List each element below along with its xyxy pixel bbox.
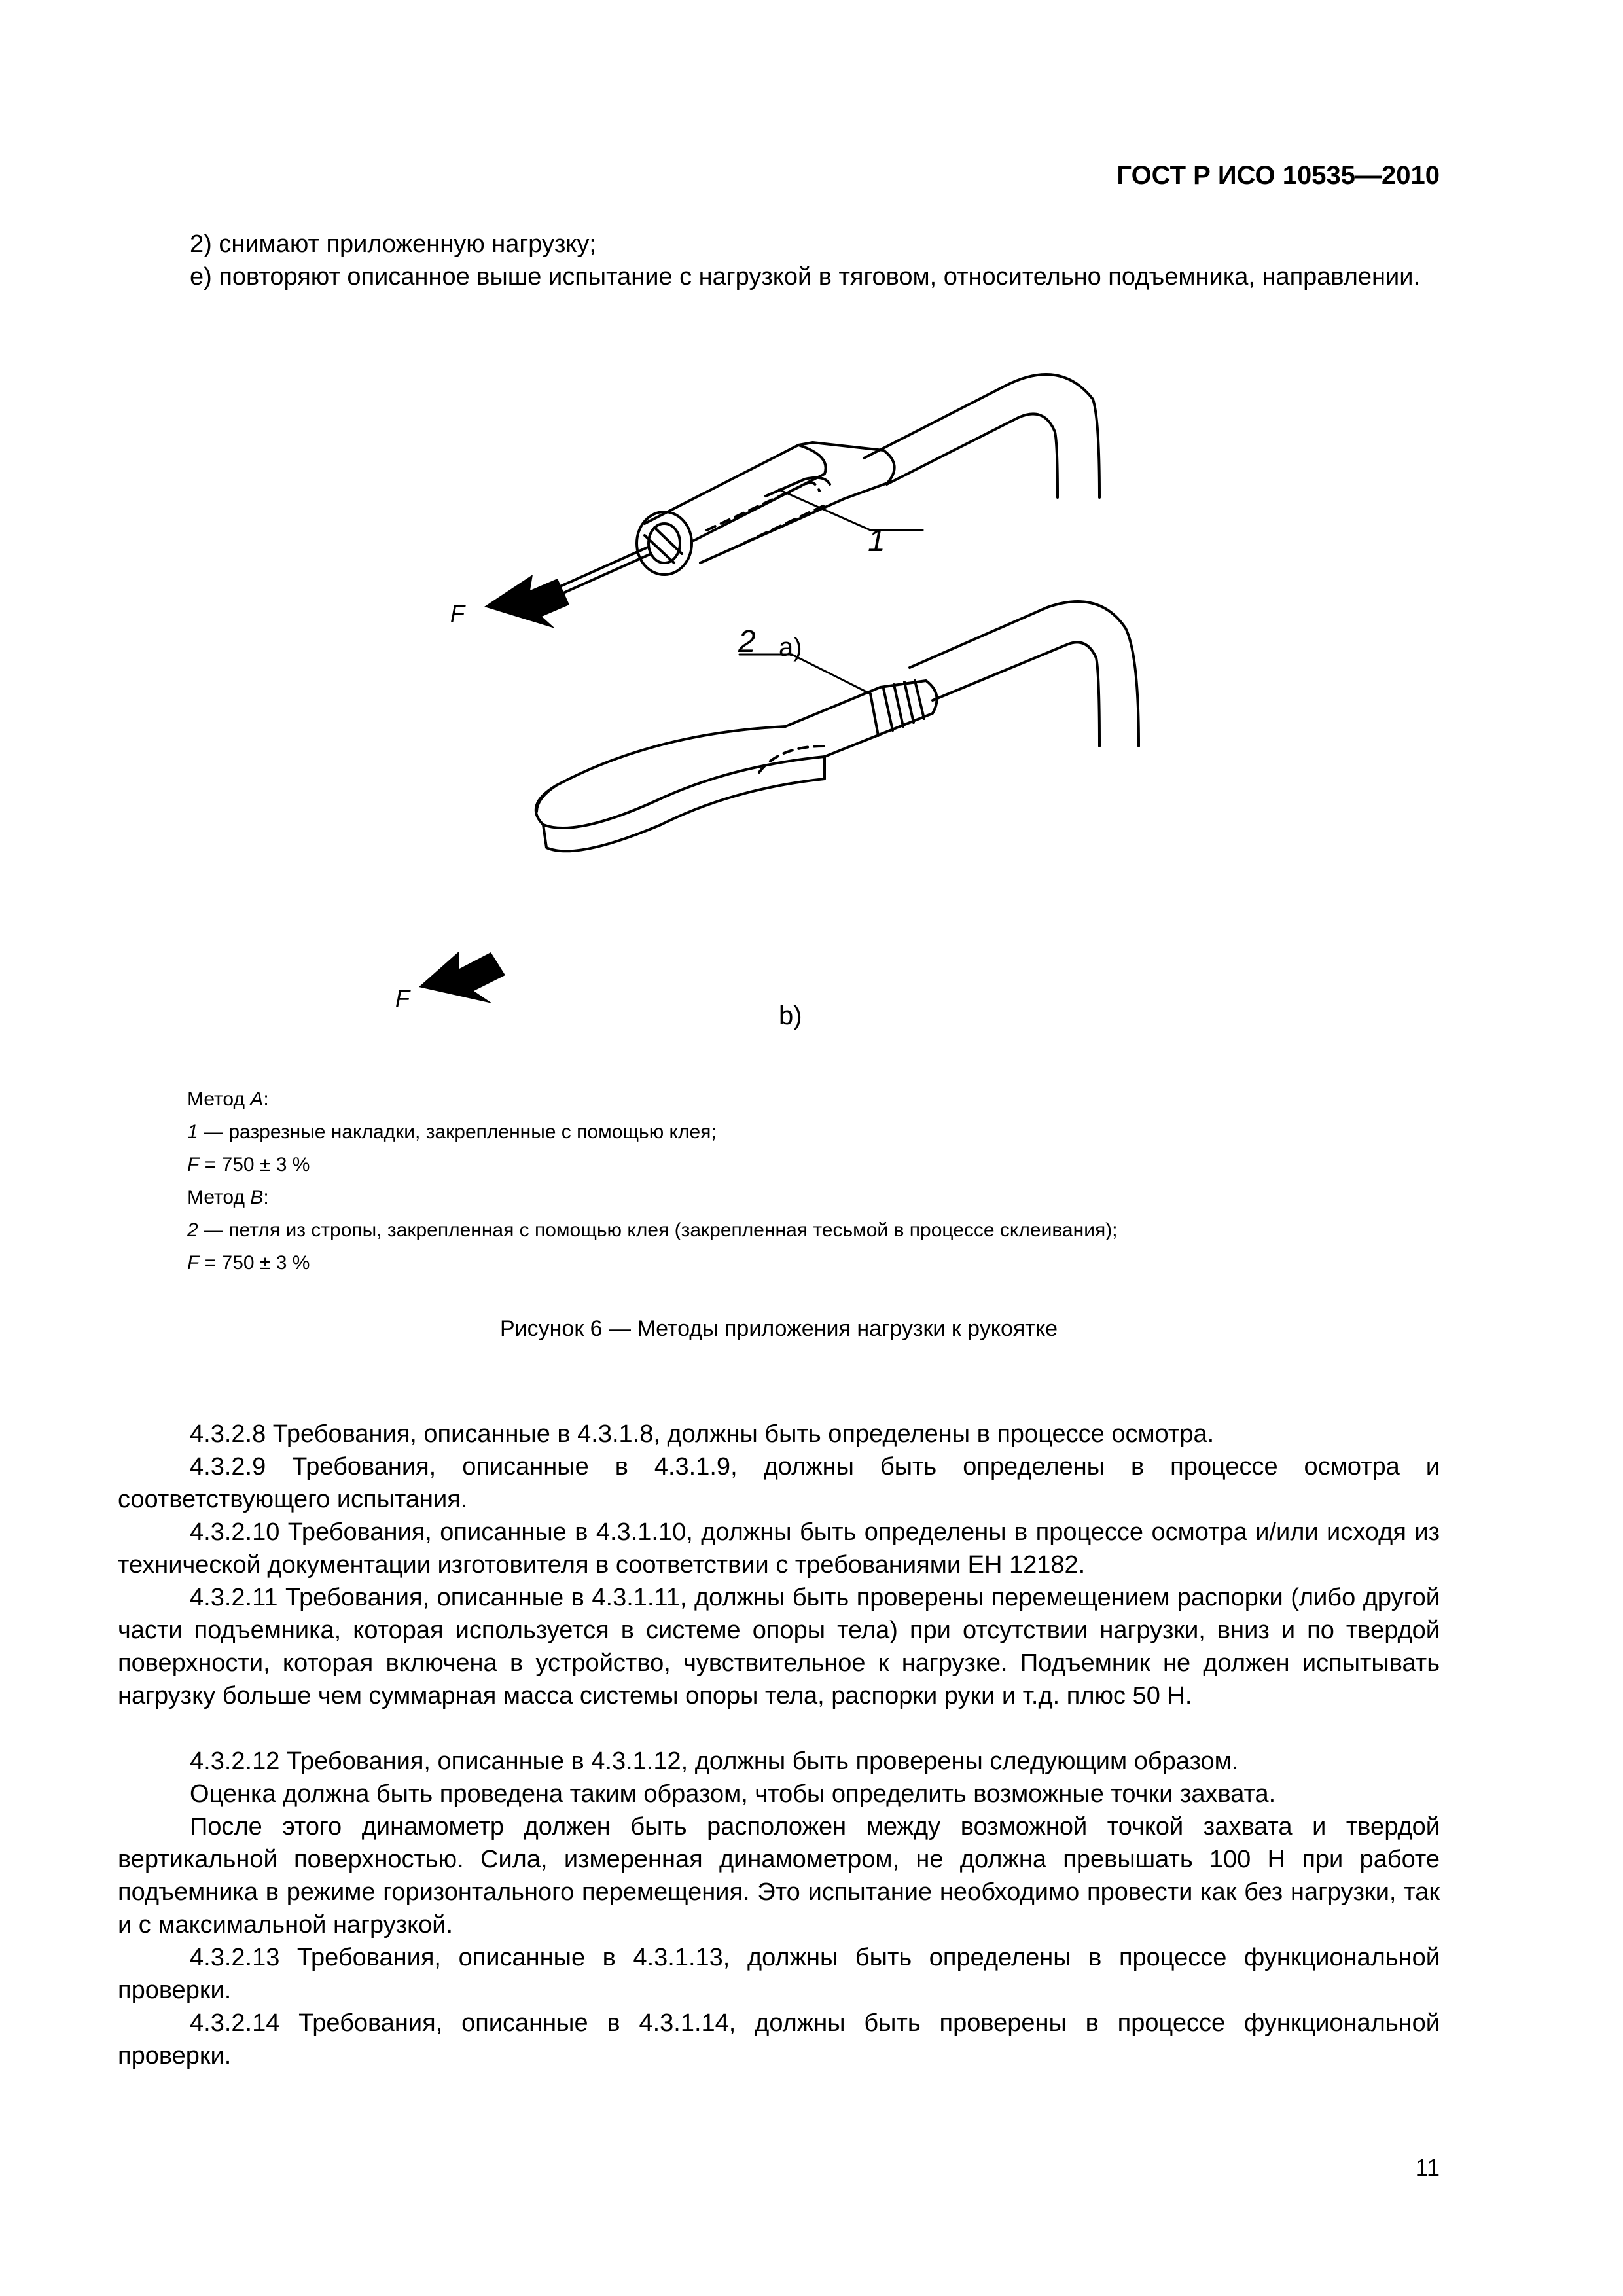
- intro-paragraph-1: [118, 228, 1440, 260]
- paragraph-assessment: Оценка должна быть проведена таким образом, чтобы определить возможные точки захвата.: [190, 1780, 1276, 1808]
- intro-text-2: е) повторяют описанное выше испытание с нагрузкой в тяговом, относительно подъемника, направлении.: [190, 263, 1421, 291]
- force-label-b: F: [395, 985, 410, 1012]
- force-arrow-a: [484, 575, 569, 628]
- paragraph-4-3-2-10: 4.3.2.10 Требования, описанные в 4.3.1.10, должны быть определены в процессе осмотра и/или исходя из технической документации изготовителя в соответствии с требованиями ЕН 12182.: [118, 1518, 1440, 1579]
- paragraph-4-3-2-14: 4.3.2.14 Требования, описанные в 4.3.1.14, должны быть проверены в процессе функциональной проверки.: [118, 2009, 1440, 2070]
- callout-2: 2: [738, 624, 756, 659]
- intro-paragraph-2: [118, 260, 1440, 293]
- page-number: 11: [1415, 2154, 1440, 2181]
- legend-force-a: F = 750 ± 3 %: [187, 1154, 310, 1175]
- sub-label-b: b): [779, 1001, 802, 1030]
- paragraph-4-3-2-11: 4.3.2.11 Требования, описанные в 4.3.1.11, должны быть проверены перемещением распорки (либо другой части подъемника, которая используется в системе опоры тела) при отсутствии нагрузки, вниз и по твердой поверхности, которая включена в устройство, чувствительное к нагрузке. Подъемник не должен испытывать нагрузку больше чем суммарная масса системы опоры тела, распорки руки и т.д. плюс 50 Н.: [118, 1584, 1440, 1710]
- figure-legend: [187, 1083, 1431, 1280]
- leader-2: [740, 655, 870, 694]
- sub-label-a: a): [779, 633, 802, 662]
- standard-header: ГОСТ Р ИСО 10535—2010: [1116, 161, 1440, 190]
- force-label-a: F: [450, 600, 465, 627]
- callout-1: 1: [868, 524, 885, 558]
- paragraph-4-3-2-9: 4.3.2.9 Требования, описанные в 4.3.1.9, должны быть определены в процессе осмотра и соответствующего испытания.: [118, 1453, 1440, 1513]
- paragraph-4-3-2-12: 4.3.2.12 Требования, описанные в 4.3.1.12, должны быть проверены следующим образом.: [190, 1748, 1239, 1775]
- binding-sleeve-b: [785, 681, 937, 757]
- force-arrow-b: [419, 951, 505, 1003]
- legend-item-1: 1 — разрезные накладки, закрепленные с помощью клея;: [187, 1121, 717, 1143]
- sling-loop-b: [536, 726, 825, 828]
- paragraph-4-3-2-13: 4.3.2.13 Требования, описанные в 4.3.1.13, должны быть определены в процессе функциональной проверки.: [118, 1944, 1440, 2004]
- legend-method-b: Метод B:: [187, 1187, 269, 1208]
- figure-6: [118, 327, 1440, 1073]
- legend-method-a: Метод A:: [187, 1088, 269, 1110]
- tube-end-a: [637, 512, 692, 575]
- legend-item-2: 2 — петля из стропы, закрепленная с помощью клея (закрепленная тесьмой в процессе склеивания);: [187, 1219, 1118, 1241]
- legend-force-b: F = 750 ± 3 %: [187, 1252, 310, 1274]
- handle-tube-b: [910, 601, 1139, 746]
- paragraph-4-3-2-8: 4.3.2.8 Требования, описанные в 4.3.1.8, должны быть определены в процессе осмотра.: [190, 1420, 1215, 1448]
- figure-caption: Рисунок 6 — Методы приложения нагрузки к рукоятке: [499, 1316, 1058, 1341]
- paragraph-dynamometer: После этого динамометр должен быть расположен между возможной точкой захвата и твердой вертикальной поверхностью. Сила, измеренная динамометром, не должна превышать 100 Н при работе подъемника в режиме горизонтального перемещения. Это испытание необходимо провести как без нагрузки, так и с максимальной нагрузкой.: [118, 1813, 1440, 1939]
- intro-text-1: 2) снимают приложенную нагрузку;: [190, 230, 596, 258]
- handle-load-drawing: [118, 327, 1440, 1073]
